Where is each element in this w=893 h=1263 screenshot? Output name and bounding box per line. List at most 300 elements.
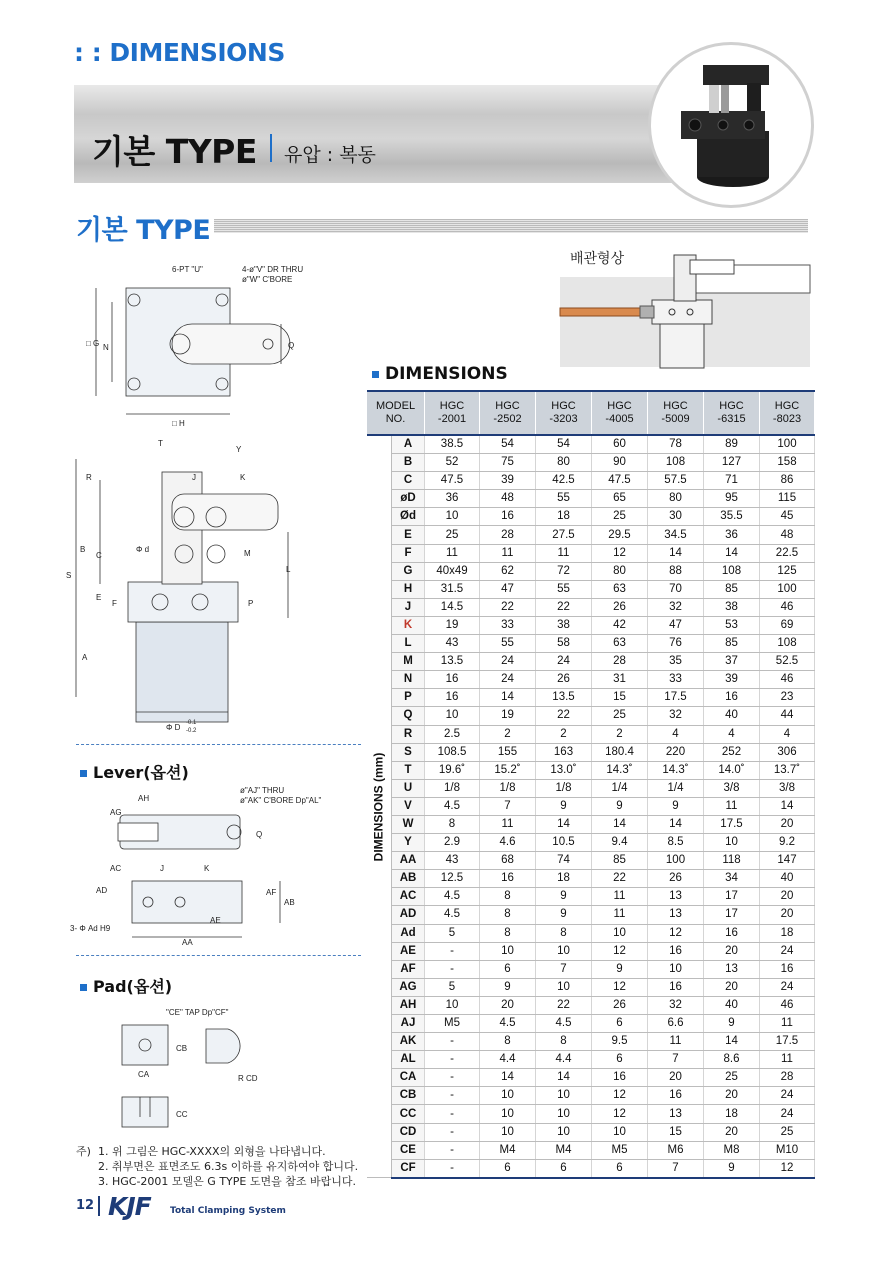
table-cell: 63	[592, 635, 648, 653]
logo-tagline: Total Clamping System	[170, 1206, 286, 1216]
table-cell: 10	[592, 1123, 648, 1141]
table-cell: 10	[536, 1105, 592, 1123]
table-cell: 108	[760, 635, 815, 653]
table-cell: 36	[425, 490, 480, 508]
piping-illustration	[560, 255, 810, 370]
svg-text:Y: Y	[236, 445, 242, 454]
table-cell: 14.0˚	[704, 761, 760, 779]
table-row	[367, 1105, 815, 1123]
table-cell: 40	[760, 870, 815, 888]
row-label: AL	[392, 1051, 425, 1069]
table-cell: 25	[704, 1069, 760, 1087]
table-cell: 40	[704, 707, 760, 725]
table-cell: 1/4	[592, 779, 648, 797]
table-cell: -	[425, 1123, 480, 1141]
table-cell: 163	[536, 743, 592, 761]
note-line: 2. 취부면은 표면조도 6.3s 이하를 유지하여야 합니다.	[98, 1160, 359, 1173]
table-cell: 38.5	[425, 435, 480, 454]
table-cell: 16	[704, 689, 760, 707]
row-label: N	[392, 671, 425, 689]
notes-lead: 주)	[76, 1145, 91, 1158]
table-cell: 88	[648, 562, 704, 580]
table-cell: 6.6	[648, 1015, 704, 1033]
table-row	[367, 1051, 815, 1069]
table-cell: 12	[592, 942, 648, 960]
table-cell: 33	[648, 671, 704, 689]
header-model-col: HGC -2502	[480, 391, 536, 435]
table-cell: 7	[480, 797, 536, 815]
table-cell: 14	[704, 544, 760, 562]
table-cell: 39	[480, 472, 536, 490]
table-cell: 13.5	[536, 689, 592, 707]
table-cell: 16	[480, 508, 536, 526]
table-row	[367, 526, 815, 544]
table-cell: 27.5	[536, 526, 592, 544]
table-cell: 11	[480, 815, 536, 833]
table-cell: 4	[760, 725, 815, 743]
table-cell: 9	[536, 906, 592, 924]
table-cell: 11	[536, 544, 592, 562]
table-cell: 10	[536, 978, 592, 996]
table-cell: 33	[480, 616, 536, 634]
table-cell: 74	[536, 852, 592, 870]
table-cell: 44	[760, 707, 815, 725]
row-label: E	[392, 526, 425, 544]
table-cell: 20	[480, 996, 536, 1014]
svg-text:Φ d: Φ d	[136, 545, 150, 554]
table-cell: -	[425, 1087, 480, 1105]
table-cell: 2	[592, 725, 648, 743]
table-cell: 9.4	[592, 834, 648, 852]
table-cell: 69	[760, 616, 815, 634]
table-cell: 85	[592, 852, 648, 870]
table-cell: 25	[760, 1123, 815, 1141]
divider-dashed	[76, 744, 361, 745]
lever-heading: Lever(옵션)	[80, 760, 189, 783]
table-cell: 100	[760, 580, 815, 598]
table-cell: 48	[760, 526, 815, 544]
table-cell: 85	[704, 580, 760, 598]
table-cell: 60	[592, 435, 648, 454]
table-cell: 43	[425, 635, 480, 653]
table-cell: 17.5	[704, 815, 760, 833]
table-cell: 10	[425, 996, 480, 1014]
table-cell: 72	[536, 562, 592, 580]
table-cell: 14	[480, 689, 536, 707]
table-cell: M4	[480, 1141, 536, 1159]
table-cell: 108.5	[425, 743, 480, 761]
dimensions-heading: DIMENSIONS	[372, 364, 508, 384]
table-cell: 46	[760, 996, 815, 1014]
table-cell: -	[425, 1051, 480, 1069]
row-label: CB	[392, 1087, 425, 1105]
table-cell: 80	[536, 454, 592, 472]
table-cell: 2	[480, 725, 536, 743]
table-cell: 8	[536, 1033, 592, 1051]
row-label: V	[392, 797, 425, 815]
row-label: AG	[392, 978, 425, 996]
row-label: W	[392, 815, 425, 833]
footer-separator	[98, 1196, 100, 1216]
row-label: K	[392, 616, 425, 634]
table-row	[367, 454, 815, 472]
table-cell: 180.4	[592, 743, 648, 761]
table-cell: 20	[760, 888, 815, 906]
note-line: 1. 위 그림은 HGC-XXXX의 외형을 나타냅니다.	[98, 1145, 326, 1158]
table-cell: 9.2	[760, 834, 815, 852]
row-label: Y	[392, 834, 425, 852]
table-cell: 68	[480, 852, 536, 870]
table-cell: 5	[425, 978, 480, 996]
table-row	[367, 616, 815, 634]
table-cell: 20	[704, 1087, 760, 1105]
table-cell: 40	[704, 996, 760, 1014]
table-cell: M8	[704, 1141, 760, 1159]
svg-text:N: N	[103, 343, 109, 352]
svg-text:B: B	[80, 545, 86, 554]
table-cell: 108	[704, 562, 760, 580]
table-cell: 26	[592, 996, 648, 1014]
bullet-icon	[80, 770, 87, 777]
table-cell: 13	[648, 888, 704, 906]
row-label: CF	[392, 1159, 425, 1178]
bullet-icon	[372, 371, 379, 378]
table-cell: 20	[704, 1123, 760, 1141]
banner-separator	[270, 134, 272, 162]
table-cell: 11	[592, 906, 648, 924]
table-cell: 16	[648, 978, 704, 996]
svg-text:Q: Q	[288, 341, 295, 350]
row-label: CD	[392, 1123, 425, 1141]
table-cell: 14	[760, 797, 815, 815]
table-cell: 9	[480, 978, 536, 996]
table-cell: 10	[536, 1087, 592, 1105]
table-cell: 14	[480, 1069, 536, 1087]
row-label: G	[392, 562, 425, 580]
table-cell: 1/8	[425, 779, 480, 797]
table-cell: 75	[480, 454, 536, 472]
row-label: U	[392, 779, 425, 797]
row-label: T	[392, 761, 425, 779]
table-cell: 14	[592, 815, 648, 833]
table-cell: 16	[480, 870, 536, 888]
product-photo	[648, 42, 814, 208]
svg-text:Φ D: Φ D	[166, 723, 181, 732]
row-label: CE	[392, 1141, 425, 1159]
table-cell: 31	[592, 671, 648, 689]
table-cell: 25	[425, 526, 480, 544]
table-cell: 38	[536, 616, 592, 634]
table-cell: 46	[760, 598, 815, 616]
table-cell: 37	[704, 653, 760, 671]
table-row	[367, 472, 815, 490]
table-cell: 306	[760, 743, 815, 761]
table-row	[367, 544, 815, 562]
table-cell: 10	[536, 942, 592, 960]
table-row	[367, 1087, 815, 1105]
table-cell: 6	[592, 1159, 648, 1178]
svg-text:CB: CB	[176, 1044, 188, 1053]
table-cell: 24	[480, 671, 536, 689]
table-header-row	[367, 391, 815, 435]
table-cell: 4.5	[425, 906, 480, 924]
table-cell: 127	[704, 454, 760, 472]
table-cell: 14	[648, 544, 704, 562]
row-label: AB	[392, 870, 425, 888]
table-cell: M10	[760, 1141, 815, 1159]
table-cell: 4.5	[425, 797, 480, 815]
table-row	[367, 797, 815, 815]
table-cell: 12	[592, 1105, 648, 1123]
table-cell: 5	[425, 924, 480, 942]
divider-dashed-2	[76, 955, 361, 956]
table-cell: 18	[536, 870, 592, 888]
table-row	[367, 978, 815, 996]
table-cell: 16	[425, 671, 480, 689]
header-model-col: HGC -4005	[592, 391, 648, 435]
table-cell: 2	[536, 725, 592, 743]
table-cell: -	[425, 1033, 480, 1051]
table-cell: 8.5	[648, 834, 704, 852]
table-cell: 15	[648, 1123, 704, 1141]
svg-text:-0.1: -0.1	[186, 720, 197, 726]
svg-text:4-ø"V" DR THRU: 4-ø"V" DR THRU	[242, 265, 304, 274]
table-cell: 35	[648, 653, 704, 671]
table-cell: 10	[425, 508, 480, 526]
svg-text:T: T	[158, 439, 163, 448]
table-cell: 12	[760, 1159, 815, 1178]
table-cell: 4.6	[480, 834, 536, 852]
table-cell: 9	[648, 797, 704, 815]
table-cell: -	[425, 1069, 480, 1087]
svg-text:ø"W" C'BORE: ø"W" C'BORE	[242, 275, 293, 284]
table-cell: 22	[536, 598, 592, 616]
table-cell: 115	[760, 490, 815, 508]
lever-drawing	[70, 785, 360, 950]
table-row	[367, 1033, 815, 1051]
table-cell: 23	[760, 689, 815, 707]
table-cell: 10	[480, 1087, 536, 1105]
table-cell: 3/8	[704, 779, 760, 797]
table-cell: 53	[704, 616, 760, 634]
table-cell: 85	[704, 635, 760, 653]
table-cell: 13	[648, 906, 704, 924]
table-cell: 31.5	[425, 580, 480, 598]
table-cell: 32	[648, 996, 704, 1014]
row-label: AK	[392, 1033, 425, 1051]
table-cell: 28	[760, 1069, 815, 1087]
table-cell: 19	[425, 616, 480, 634]
table-cell: 47.5	[425, 472, 480, 490]
pad-drawing	[110, 1005, 290, 1135]
table-cell: 10	[592, 924, 648, 942]
table-cell: 52.5	[760, 653, 815, 671]
row-label: S	[392, 743, 425, 761]
table-cell: 14.3˚	[648, 761, 704, 779]
table-cell: 17	[704, 888, 760, 906]
table-row	[367, 834, 815, 852]
table-cell: 16	[592, 1069, 648, 1087]
table-cell: 6	[480, 1159, 536, 1178]
banner-main-title: 기본 TYPE	[92, 132, 257, 171]
table-cell: 17.5	[648, 689, 704, 707]
table-row	[367, 761, 815, 779]
table-cell: 20	[704, 942, 760, 960]
table-cell: 47.5	[592, 472, 648, 490]
table-cell: 52	[425, 454, 480, 472]
table-cell: 70	[648, 580, 704, 598]
table-cell: 8.6	[704, 1051, 760, 1069]
table-cell: 155	[480, 743, 536, 761]
table-cell: 22	[592, 870, 648, 888]
section-title: 기본 TYPE	[76, 215, 211, 246]
row-label: AF	[392, 960, 425, 978]
svg-text:CA: CA	[138, 1070, 150, 1079]
table-cell: 4.5	[536, 1015, 592, 1033]
table-cell: 108	[648, 454, 704, 472]
svg-text:R CD: R CD	[238, 1074, 258, 1083]
table-cell: 18	[760, 924, 815, 942]
table-cell: 19	[480, 707, 536, 725]
table-cell: 55	[536, 580, 592, 598]
svg-text:AG: AG	[110, 808, 122, 817]
table-cell: 40x49	[425, 562, 480, 580]
row-label: AE	[392, 942, 425, 960]
svg-text:M: M	[244, 549, 251, 558]
row-label: M	[392, 653, 425, 671]
table-cell: 22	[536, 707, 592, 725]
table-cell: 13	[704, 960, 760, 978]
table-cell: 220	[648, 743, 704, 761]
table-cell: 16	[648, 942, 704, 960]
table-cell: 32	[648, 598, 704, 616]
svg-text:AD: AD	[96, 886, 108, 895]
table-cell: 13.7˚	[760, 761, 815, 779]
table-cell: -	[425, 1159, 480, 1178]
table-cell: 10	[425, 707, 480, 725]
banner-subtitle: 유압 : 복동	[284, 144, 376, 166]
table-cell: 95	[704, 490, 760, 508]
table-row	[367, 1141, 815, 1159]
table-cell: 1/4	[648, 779, 704, 797]
row-label: L	[392, 635, 425, 653]
table-cell: 90	[592, 454, 648, 472]
svg-text:-0.2: -0.2	[186, 728, 197, 734]
table-cell: 8	[536, 924, 592, 942]
table-cell: 2.9	[425, 834, 480, 852]
table-row	[367, 580, 815, 598]
svg-text:E: E	[96, 593, 102, 602]
table-cell: 9	[592, 797, 648, 815]
table-cell: 76	[648, 635, 704, 653]
table-cell: 54	[480, 435, 536, 454]
table-row	[367, 924, 815, 942]
table-cell: 12	[648, 924, 704, 942]
svg-text:□ G: □ G	[86, 339, 100, 348]
table-cell: 71	[704, 472, 760, 490]
table-cell: 25	[592, 707, 648, 725]
table-cell: 14	[536, 1069, 592, 1087]
table-cell: 24	[760, 978, 815, 996]
header-model: MODEL NO.	[367, 391, 425, 435]
table-cell: 252	[704, 743, 760, 761]
table-cell: 11	[648, 1033, 704, 1051]
svg-text:F: F	[112, 599, 117, 608]
table-cell: 16	[704, 924, 760, 942]
table-cell: 17.5	[760, 1033, 815, 1051]
table-cell: 9	[592, 960, 648, 978]
header-model-col: HGC -8023	[760, 391, 815, 435]
table-cell: 6	[592, 1015, 648, 1033]
table-row	[367, 1159, 815, 1178]
table-cell: 9.5	[592, 1033, 648, 1051]
svg-text:AB: AB	[284, 898, 295, 907]
table-cell: 2.5	[425, 725, 480, 743]
svg-text:C: C	[96, 551, 102, 560]
table-cell: 8	[425, 815, 480, 833]
table-row	[367, 779, 815, 797]
header-model-col: HGC -3203	[536, 391, 592, 435]
table-row	[367, 598, 815, 616]
table-row	[367, 996, 815, 1014]
table-row	[367, 562, 815, 580]
row-label: AA	[392, 852, 425, 870]
table-row	[367, 743, 815, 761]
table-cell: -	[425, 1105, 480, 1123]
table-cell: 13	[648, 1105, 704, 1123]
row-label: CC	[392, 1105, 425, 1123]
table-cell: 3/8	[760, 779, 815, 797]
svg-text:Q: Q	[256, 830, 263, 839]
table-cell: 25	[592, 508, 648, 526]
table-cell: 7	[536, 960, 592, 978]
svg-text:AE: AE	[210, 916, 221, 925]
row-label: AC	[392, 888, 425, 906]
table-cell: 158	[760, 454, 815, 472]
table-cell: 4	[648, 725, 704, 743]
table-row	[367, 490, 815, 508]
table-cell: 22.5	[760, 544, 815, 562]
table-cell: 26	[592, 598, 648, 616]
table-row	[367, 906, 815, 924]
table-row	[367, 852, 815, 870]
dimensions-table	[367, 390, 815, 1179]
table-cell: 11	[425, 544, 480, 562]
table-cell: 36	[704, 526, 760, 544]
table-cell: 4	[704, 725, 760, 743]
table-cell: 54	[536, 435, 592, 454]
table-cell: 18	[704, 1105, 760, 1123]
table-cell: 11	[760, 1051, 815, 1069]
table-cell: 8	[480, 1033, 536, 1051]
row-label: Ød	[392, 508, 425, 526]
svg-text:AC: AC	[110, 864, 122, 873]
table-cell: 10	[480, 942, 536, 960]
row-label: AH	[392, 996, 425, 1014]
row-label: AD	[392, 906, 425, 924]
svg-text:"CE" TAP Dp"CF": "CE" TAP Dp"CF"	[166, 1008, 229, 1017]
table-cell: 26	[648, 870, 704, 888]
table-cell: 20	[760, 906, 815, 924]
table-cell: 7	[648, 1051, 704, 1069]
svg-text:K: K	[204, 864, 210, 873]
table-cell: 15.2˚	[480, 761, 536, 779]
table-cell: 12	[592, 978, 648, 996]
table-row	[367, 1015, 815, 1033]
svg-text:J: J	[192, 473, 196, 482]
table-cell: 10	[704, 834, 760, 852]
piping-label: 배관형상	[570, 251, 625, 267]
